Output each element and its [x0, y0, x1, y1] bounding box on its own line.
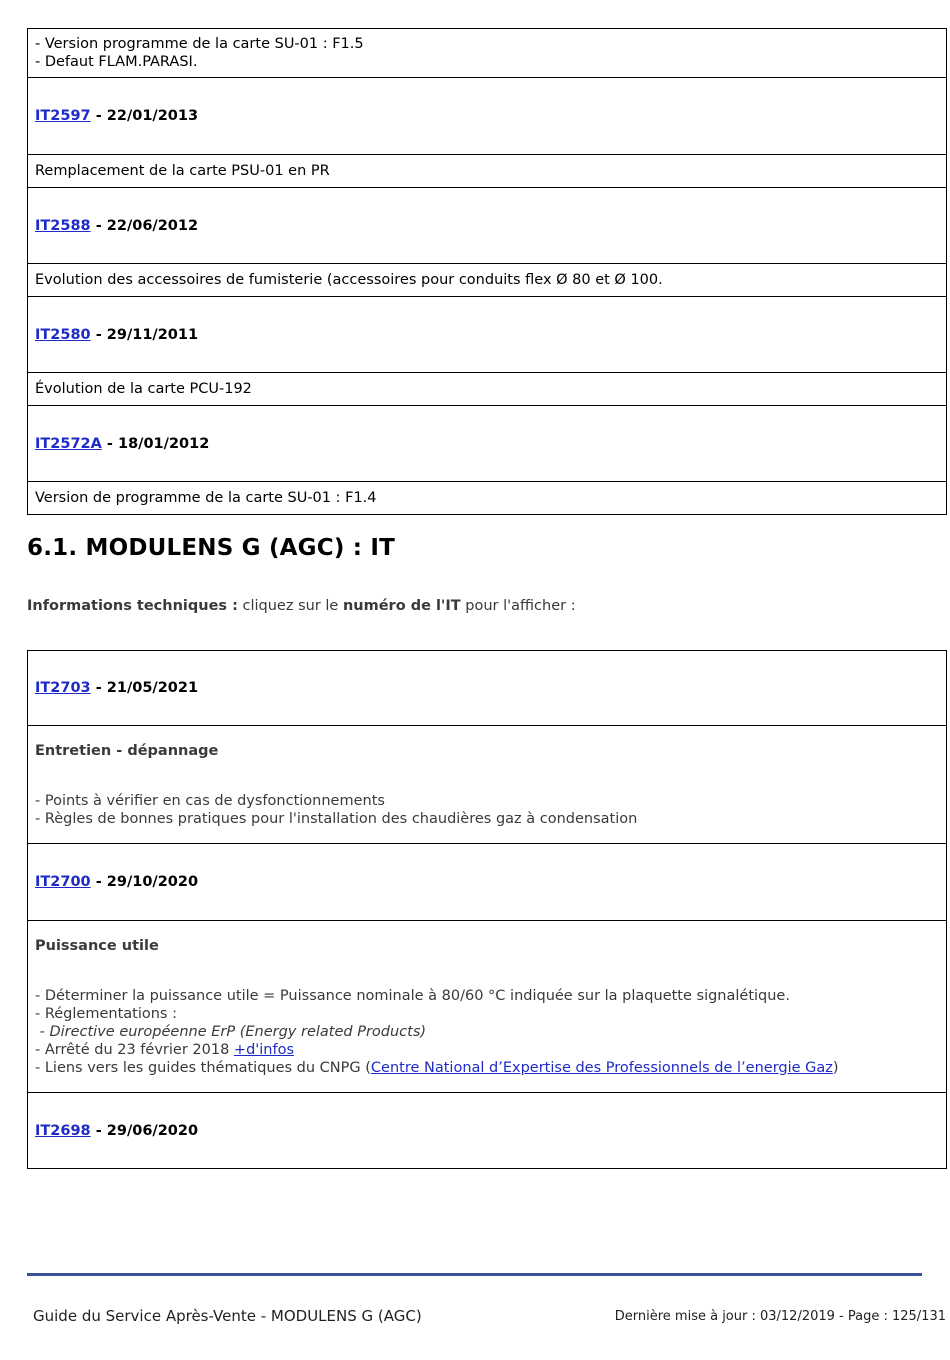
- it-date: - 29/06/2020: [90, 1122, 199, 1139]
- desc-line: - Defaut FLAM.PARASI.: [35, 54, 198, 70]
- it-desc-cell: Remplacement de la carte PSU-01 en PR: [28, 155, 947, 188]
- intro-text: pour l'afficher :: [460, 598, 576, 614]
- intro-bold: numéro de l'IT: [342, 598, 461, 614]
- desc-line: - Points à vérifier en cas de dysfonctionnements: [35, 792, 385, 809]
- it-table-previous: [27, 28, 947, 515]
- it-header-cell: [28, 297, 947, 373]
- footer-guide-title: Guide du Service Après-Vente - MODULENS G (AGC): [33, 1307, 422, 1325]
- it-link-it2698[interactable]: IT2698: [35, 1122, 91, 1139]
- it-desc-title: Entretien - dépannage: [35, 742, 219, 759]
- desc-line: - Règles de bonnes pratiques pour l'installation des chaudières gaz à condensation: [35, 810, 638, 827]
- desc-line: - Version programme de la carte SU-01 : F1.5: [35, 36, 364, 52]
- desc-text: ): [832, 1059, 839, 1076]
- it-header-cell: [28, 844, 947, 921]
- it-link-it2588[interactable]: IT2588: [35, 217, 91, 234]
- it-desc-cell: [28, 726, 947, 844]
- it-link-it2597[interactable]: IT2597: [35, 108, 91, 124]
- desc-line: - Directive européenne ErP (Energy related Products): [35, 1023, 427, 1040]
- it-desc-cell: [28, 921, 947, 1093]
- it-desc-cell: Evolution des accessoires de fumisterie (accessoires pour conduits flex Ø 80 et Ø 100.: [28, 264, 947, 297]
- it-table-modulens: [27, 650, 947, 1169]
- section-title: 6.1. MODULENS G (AGC) : IT: [27, 535, 396, 561]
- desc-text: - Arrêté du 23 février 2018: [35, 1041, 234, 1058]
- it-link-it2703[interactable]: IT2703: [35, 680, 91, 696]
- desc-text: - Liens vers les guides thématiques du CNPG (: [35, 1059, 371, 1076]
- it-desc-cell: Version de programme de la carte SU-01 : F1.4: [28, 482, 947, 515]
- it-link-it2572a[interactable]: IT2572A: [35, 435, 102, 452]
- it-date: - 29/10/2020: [90, 874, 199, 890]
- it-link-it2700[interactable]: IT2700: [35, 874, 91, 890]
- it-desc-cell: [28, 29, 947, 78]
- it-header-cell: [28, 78, 947, 155]
- footer-divider: [27, 1273, 922, 1276]
- it-date: - 18/01/2012: [101, 435, 210, 452]
- it-date: - 22/06/2012: [90, 217, 199, 234]
- it-header-cell: [28, 406, 947, 482]
- it-link-it2580[interactable]: IT2580: [35, 326, 91, 343]
- it-date: - 22/01/2013: [90, 108, 199, 124]
- footer-page-info: Dernière mise à jour : 03/12/2019 - Page : 125/131: [614, 1309, 946, 1324]
- desc-line: - Réglementations :: [35, 1005, 177, 1022]
- section-intro: [27, 598, 576, 614]
- it-header-cell: [28, 1093, 947, 1169]
- desc-line: - Déterminer la puissance utile = Puissance nominale à 80/60 °C indiquée sur la plaquette signalétique.: [35, 987, 790, 1004]
- desc-line: [35, 1059, 939, 1077]
- it-header-cell: [28, 188, 947, 264]
- desc-line: [35, 1041, 939, 1059]
- it-date: - 29/11/2011: [90, 326, 199, 343]
- it-desc-title: Puissance utile: [35, 937, 159, 954]
- cnpg-link[interactable]: Centre National d’Expertise des Professionnels de l’energie Gaz: [370, 1059, 833, 1076]
- it-desc-cell: Évolution de la carte PCU-192: [28, 373, 947, 406]
- intro-bold: Informations techniques :: [27, 598, 238, 614]
- it-date: - 21/05/2021: [90, 680, 199, 696]
- intro-text: cliquez sur le: [237, 598, 343, 614]
- more-info-link[interactable]: +d'infos: [233, 1041, 295, 1058]
- it-header-cell: [28, 651, 947, 726]
